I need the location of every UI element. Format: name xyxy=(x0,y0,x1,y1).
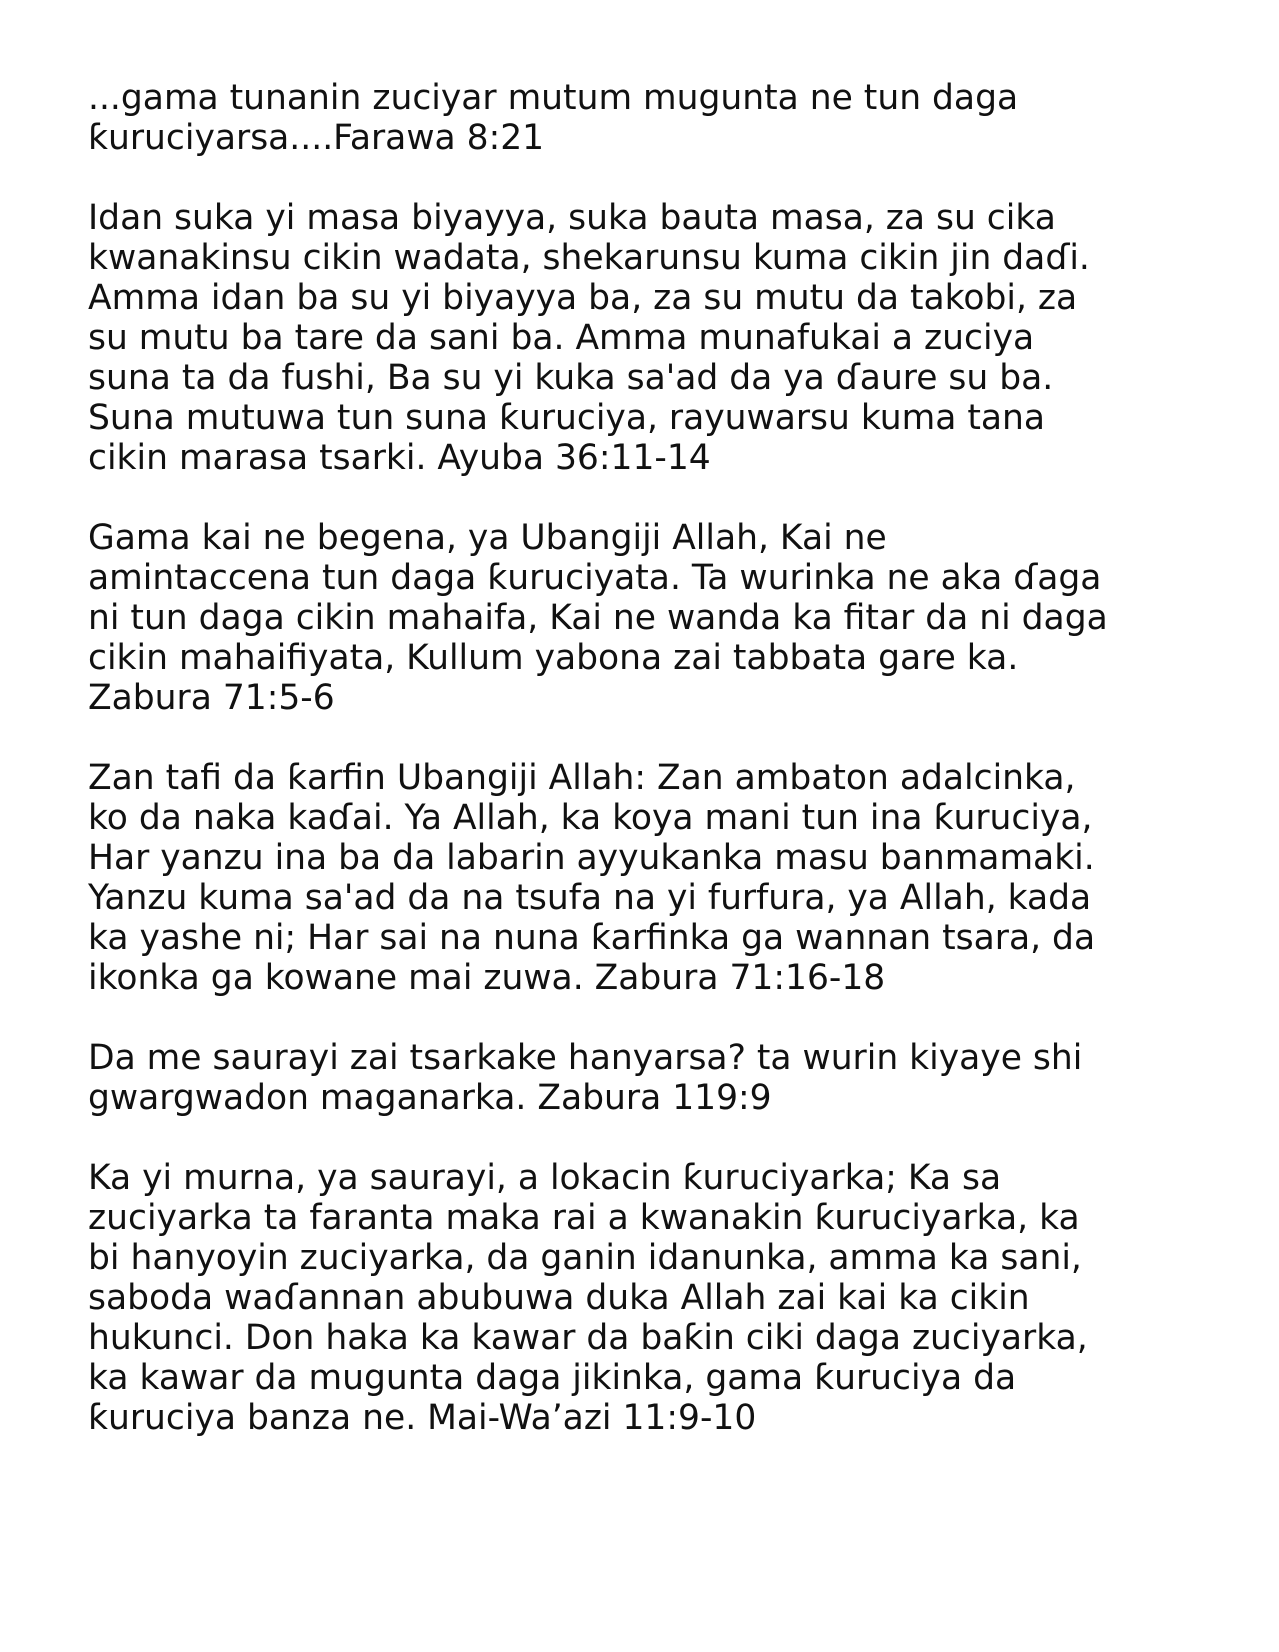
text-line: Da me saurayi zai tsarkake hanyarsa? ta wurin kiyaye shi xyxy=(88,1038,1083,1078)
paragraph-zabura-71-5 xyxy=(88,518,1238,718)
text-line: suna ta da fushi, Ba su yi kuka sa'ad da ya ɗaure su ba. xyxy=(88,358,1054,398)
text-line: ko da naka kaɗai. Ya Allah, ka koya mani tun ina ƙuruciya, xyxy=(88,798,1093,838)
text-line: ka kawar da mugunta daga jikinka, gama ƙuruciya da xyxy=(88,1358,1017,1398)
paragraph-zabura-71-16 xyxy=(88,758,1238,998)
text-line: ka yashe ni; Har sai na nuna ƙarfinka ga wannan tsara, da xyxy=(88,918,1096,958)
text-line: ni tun daga cikin mahaifa, Kai ne wanda ka fitar da ni daga xyxy=(88,598,1108,638)
text-line: Yanzu kuma sa'ad da na tsufa na yi furfura, ya Allah, kada xyxy=(88,878,1092,918)
paragraph-ayuba xyxy=(88,198,1238,478)
text-line: ƙuruciya banza ne. Mai-Wa’azi 11:9-10 xyxy=(88,1398,757,1438)
text-line: cikin marasa tsarki. Ayuba 36:11-14 xyxy=(88,438,711,478)
text-line: Zabura 71:5-6 xyxy=(88,678,335,718)
document-page xyxy=(88,78,1238,1478)
paragraph-farawa xyxy=(88,78,1238,158)
text-line: ikonka ga kowane mai zuwa. Zabura 71:16-18 xyxy=(88,958,886,998)
text-line: amintaccena tun daga ƙuruciyata. Ta wurinka ne aka ɗaga xyxy=(88,558,1102,598)
text-line: gwargwadon maganarka. Zabura 119:9 xyxy=(88,1078,772,1118)
text-line: zuciyarka ta faranta maka rai a kwanakin ƙuruciyarka, ka xyxy=(88,1198,1080,1238)
text-line: kwanakinsu cikin wadata, shekarunsu kuma cikin jin daɗi. xyxy=(88,238,1090,278)
paragraph-zabura-119 xyxy=(88,1038,1238,1118)
paragraph-mai-waazi xyxy=(88,1158,1238,1438)
text-line: Ka yi murna, ya saurayi, a lokacin ƙuruciyarka; Ka sa xyxy=(88,1158,1002,1198)
text-line: saboda waɗannan abubuwa duka Allah zai kai ka cikin xyxy=(88,1278,1030,1318)
text-line: ƙuruciyarsa....Farawa 8:21 xyxy=(88,118,545,158)
text-line: Gama kai ne begena, ya Ubangiji Allah, Kai ne xyxy=(88,518,887,558)
text-line: hukunci. Don haka ka kawar da baƙin ciki daga zuciyarka, xyxy=(88,1318,1088,1358)
text-line: Har yanzu ina ba da labarin ayyukanka masu banmamaki. xyxy=(88,838,1095,878)
text-line: cikin mahaifiyata, Kullum yabona zai tabbata gare ka. xyxy=(88,638,1019,678)
text-line: Amma idan ba su yi biyayya ba, za su mutu da takobi, za xyxy=(88,278,1078,318)
text-line: Idan suka yi masa biyayya, suka bauta masa, za su cika xyxy=(88,198,1056,238)
text-line: su mutu ba tare da sani ba. Amma munafukai a zuciya xyxy=(88,318,1035,358)
text-line: bi hanyoyin zuciyarka, da ganin idanunka, amma ka sani, xyxy=(88,1238,1082,1278)
text-line: Zan tafi da ƙarfin Ubangiji Allah: Zan ambaton adalcinka, xyxy=(88,758,1076,798)
text-line: ...gama tunanin zuciyar mutum mugunta ne tun daga xyxy=(88,78,1019,118)
text-line: Suna mutuwa tun suna ƙuruciya, rayuwarsu kuma tana xyxy=(88,398,1046,438)
